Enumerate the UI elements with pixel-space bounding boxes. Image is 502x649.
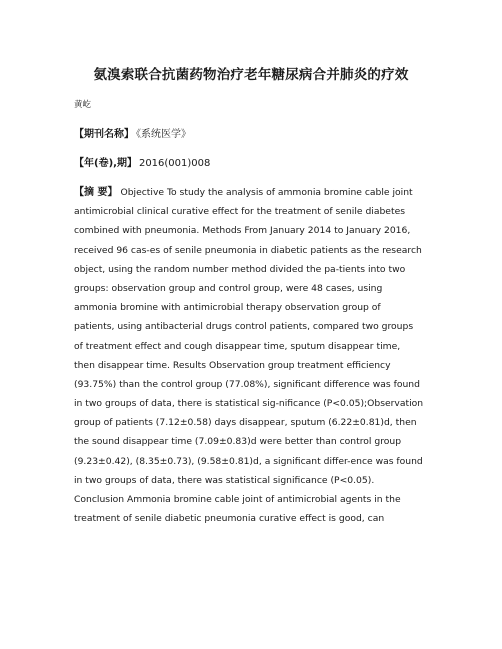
abstract-line: group of patients (7.12±0.58) days disappear, sputum (6.22±0.81)d, then bbox=[74, 417, 417, 429]
year-volume-issue-label: 【年(卷),期】 bbox=[74, 158, 137, 169]
year-volume-issue-field bbox=[74, 154, 210, 169]
abstract-label: 【摘 要】 bbox=[74, 187, 118, 198]
abstract-line bbox=[74, 183, 444, 202]
journal-label: 【期刊名称】 bbox=[74, 129, 134, 140]
author-name: 黄屹 bbox=[74, 100, 92, 110]
abstract-line: in two groups of data, there is statistical sig-nificance (P<0.05);Observation bbox=[74, 398, 424, 410]
abstract-line: Conclusion Ammonia bromine cable joint of antimicrobial agents in the bbox=[74, 494, 401, 505]
abstract-line: (93.75%) than the control group (77.08%), significant difference was found bbox=[74, 378, 420, 390]
document-title: 氨溴索联合抗菌药物治疗老年糖尿病合并肺炎的疗效 bbox=[93, 67, 409, 83]
abstract-line-text: Objective To study the analysis of ammonia bromine cable joint bbox=[120, 187, 413, 198]
abstract-line: antimicrobial clinical curative effect for the treatment of senile diabetes bbox=[74, 206, 406, 218]
abstract-line: then disappear time. Results Observation group treatment efficiency bbox=[74, 359, 391, 371]
abstract-line: ammonia bromine with antimicrobial therapy observation group of bbox=[74, 302, 381, 314]
abstract-line: combined with pneumonia. Methods From January 2014 to January 2016, bbox=[74, 225, 411, 237]
abstract-line: treatment of senile diabetic pneumonia curative effect is good, can bbox=[74, 513, 385, 525]
journal-field bbox=[74, 125, 191, 140]
journal-value: 《系统医学》 bbox=[136, 129, 191, 140]
abstract-line: (9.23±0.42), (8.35±0.73), (9.58±0.81)d, a significant differ-ence was found bbox=[74, 455, 423, 467]
abstract-line: groups: observation group and control group, were 48 cases, using bbox=[74, 282, 383, 294]
abstract-line: of treatment effect and cough disappear time, sputum disappear time, bbox=[74, 340, 401, 352]
abstract-line: in two groups of data, there was statistical significance (P<0.05). bbox=[74, 474, 375, 486]
year-volume-issue-value: 2016(001)008 bbox=[138, 158, 211, 169]
abstract-line: received 96 cas-es of senile pneumonia in diabetic patients as the research bbox=[74, 244, 422, 256]
abstract-line: patients, using antibacterial drugs control patients, compared two groups bbox=[74, 321, 414, 333]
abstract-line: object, using the random number method divided the pa-tients into two bbox=[74, 263, 406, 275]
abstract-line: the sound disappear time (7.09±0.83)d were better than control group bbox=[74, 436, 402, 448]
abstract bbox=[74, 183, 444, 528]
